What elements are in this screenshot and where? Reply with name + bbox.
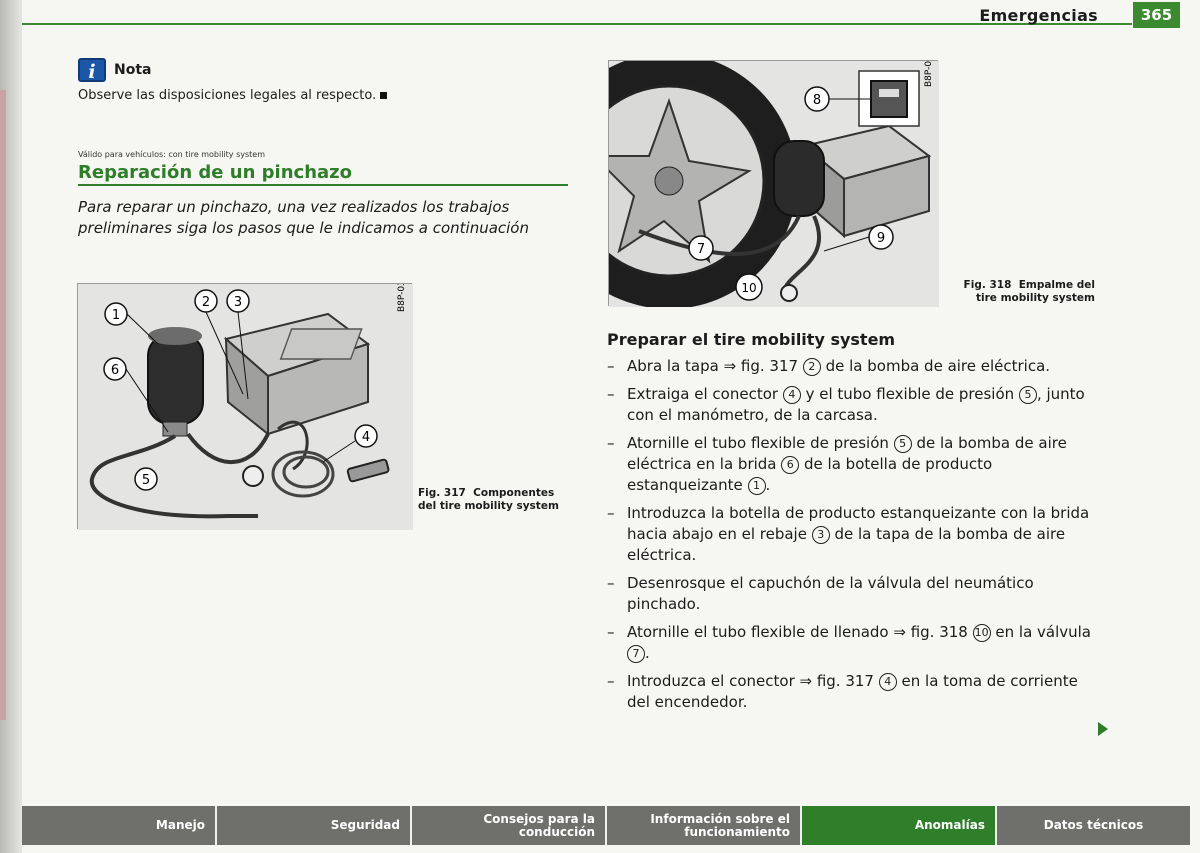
callout-8 [805,87,829,111]
note-text: Observe las disposiciones legales al respecto. [78,88,558,103]
main-heading: Reparación de un pinchazo [78,162,568,186]
figure-317-caption: Fig. 317 Componentes del tire mobility system [418,487,559,512]
figure-317-code: B8P-0319 [397,284,407,312]
svg-text:9: 9 [876,231,886,246]
step-item: – Introduzca la botella de producto estanqueizante con la brida hacia abajo en el rebaje 3 de la tapa de la bomba de aire eléctrica. [607,503,1092,566]
figure-318-code: B8P-0320 [924,61,934,87]
nav-datos-tecnicos[interactable]: Datos técnicos [1043,818,1144,832]
step-item: – Desenrosque el capuchón de la válvula del neumático pinchado. [607,573,1092,615]
ref-circle: 3 [812,526,830,544]
figure-318-drawing [609,61,939,307]
step-item: – Introduzca el conector ⇒ fig. 317 4 en la toma de corriente del encendedor. [607,671,1092,713]
header-rule [22,23,1132,25]
ref-circle: 5 [894,435,912,453]
ref-circle: 7 [627,645,645,663]
callout-3 [227,290,249,312]
end-mark-icon [380,92,387,99]
svg-text:7: 7 [696,242,706,257]
chapter-nav [22,806,1190,845]
svg-text:8: 8 [812,93,822,108]
page-number: 365 [1133,2,1180,28]
bleed-through-left [525,58,595,478]
svg-text:3: 3 [233,295,243,310]
intro-text: Para reparar un pinchazo, una vez realizados los trabajos preliminares siga los pasos que le indicamos a continuación [78,198,529,237]
bleed-through-right [1085,60,1185,500]
ref-circle: 1 [748,477,766,495]
svg-text:6: 6 [110,363,120,378]
figure-318 [608,60,938,306]
ref-circle: 5 [1019,386,1037,404]
ref-circle: 10 [973,624,991,642]
step-item: – Extraiga el conector 4 y el tubo flexible de presión 5 , junto con el manómetro, de la carcasa. [607,384,1092,426]
nav-informacion[interactable]: Información sobre el funcionamiento [607,806,802,845]
callout-5 [135,468,157,490]
figure-318-caption: Fig. 318 Empalme del tire mobility system [963,279,1095,304]
subheading-prepare: Preparar el tire mobility system [607,330,896,349]
validity-line: Válido para vehículos: con tire mobility system [78,150,265,159]
step-item: – Atornille el tubo flexible de presión 5 de la bomba de aire eléctrica en la brida 6 de la botella de producto estanqueizante 1 . [607,433,1092,496]
callout-1 [105,303,127,325]
callout-9 [869,225,893,249]
nav-consejos[interactable]: Consejos para la conducción [412,806,607,845]
nav-anomalias[interactable]: Anomalías [802,806,997,845]
continue-arrow-icon [1098,722,1108,736]
section-title: Emergencias [979,6,1098,25]
callout-7 [689,236,713,260]
callout-2 [195,290,217,312]
step-item: – Abra la tapa ⇒ fig. 317 2 de la bomba de aire eléctrica. [607,356,1092,377]
callout-6 [104,358,126,380]
nav-seguridad[interactable]: Seguridad [217,806,412,845]
svg-text:1: 1 [111,308,121,323]
step-item: – Atornille el tubo flexible de llenado ⇒ fig. 318 10 en la válvula 7 . [607,622,1092,664]
ref-circle: 2 [803,358,821,376]
nav-manejo[interactable]: Manejo [22,806,217,845]
ref-circle: 6 [781,456,799,474]
figure-317 [77,283,412,529]
info-icon: i [78,58,106,82]
note-title: Nota [114,62,152,78]
ref-circle: 4 [783,386,801,404]
callout-4 [355,425,377,447]
svg-text:2: 2 [201,295,211,310]
figure-317-drawing [78,284,413,530]
step-list [607,356,1092,720]
note-box [78,58,558,103]
svg-text:4: 4 [361,430,371,445]
ref-circle: 4 [879,673,897,691]
svg-text:10: 10 [741,281,757,295]
callout-10 [736,274,762,300]
svg-text:5: 5 [141,473,151,488]
side-tab [0,90,6,720]
